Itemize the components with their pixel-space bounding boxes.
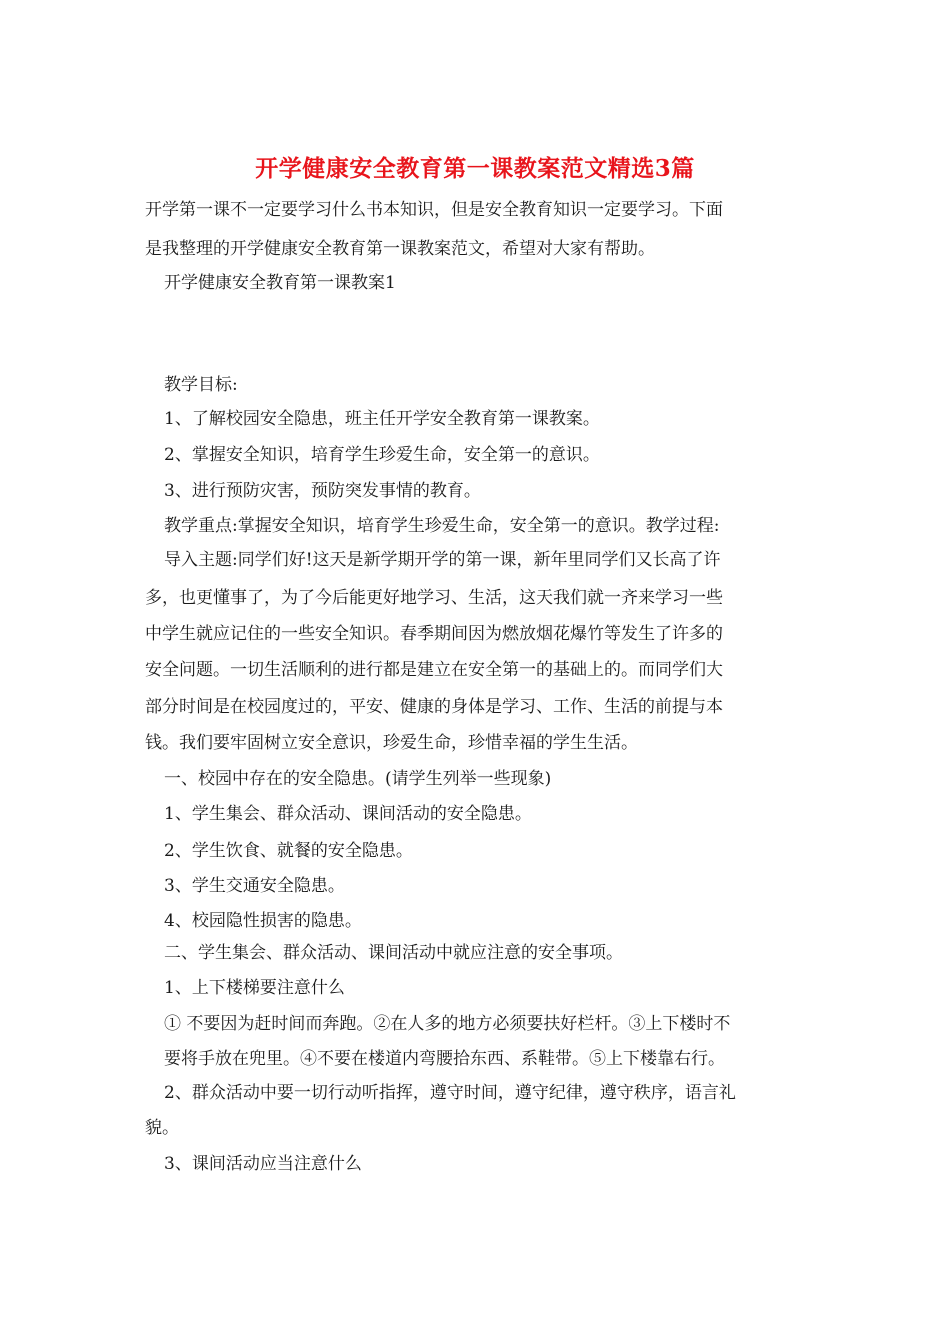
list-item: 2、群众活动中要一切行动听指挥，遵守时间，遵守纪律，遵守秩序，语言礼 — [164, 1083, 736, 1103]
paragraph-line: ① 不要因为赶时间而奔跑。②在人多的地方必须要扶好栏杆。③上下楼时不 — [164, 1014, 731, 1034]
paragraph-line: 中学生就应记住的一些安全知识。春季期间因为燃放烟花爆竹等发生了许多的 — [145, 624, 723, 644]
paragraph-line: 多，也更懂事了，为了今后能更好地学习、生活，这天我们就一齐来学习一些 — [145, 588, 723, 608]
list-item: 1、学生集会、群众活动、课间活动的安全隐患。 — [164, 804, 532, 824]
list-item: 4、校园隐性损害的隐患。 — [164, 911, 362, 931]
paragraph-line: 开学第一课不一定要学习什么书本知识，但是安全教育知识一定要学习。下面 — [145, 200, 723, 220]
list-item: 1、上下楼梯要注意什么 — [164, 978, 345, 998]
paragraph-line: 一、校园中存在的安全隐患。(请学生列举一些现象) — [164, 769, 552, 789]
list-item: 3、学生交通安全隐患。 — [164, 876, 345, 896]
section-heading: 开学健康安全教育第一课教案1 — [164, 273, 396, 293]
list-item: 3、课间活动应当注意什么 — [164, 1154, 362, 1174]
list-item: 2、掌握安全知识，培育学生珍爱生命，安全第一的意识。 — [164, 445, 600, 465]
paragraph-line: 安全问题。一切生活顺利的进行都是建立在安全第一的基础上的。而同学们大 — [145, 660, 723, 680]
paragraph-line: 导入主题:同学们好!这天是新学期开学的第一课，新年里同学们又长高了许 — [164, 550, 721, 570]
paragraph-line: 教学重点:掌握安全知识，培育学生珍爱生命，安全第一的意识。教学过程: — [164, 516, 720, 536]
list-item: 2、学生饮食、就餐的安全隐患。 — [164, 841, 413, 861]
paragraph-line: 貌。 — [145, 1118, 179, 1138]
paragraph-line: 教学目标: — [164, 375, 238, 395]
paragraph-line: 是我整理的开学健康安全教育第一课教案范文，希望对大家有帮助。 — [145, 239, 655, 259]
paragraph-line: 二、学生集会、群众活动、课间活动中就应注意的安全事项。 — [164, 943, 623, 963]
paragraph-line: 部分时间是在校园度过的，平安、健康的身体是学习、工作、生活的前提与本 — [145, 697, 723, 717]
paragraph-line: 钱。我们要牢固树立安全意识，珍爱生命，珍惜幸福的学生生活。 — [145, 733, 638, 753]
document-title: 开学健康安全教育第一课教案范文精选3篇 — [255, 155, 695, 182]
list-item: 3、进行预防灾害，预防突发事情的教育。 — [164, 481, 481, 501]
paragraph-line: 要将手放在兜里。④不要在楼道内弯腰拾东西、系鞋带。⑤上下楼靠右行。 — [164, 1049, 725, 1069]
list-item: 1、了解校园安全隐患，班主任开学安全教育第一课教案。 — [164, 409, 600, 429]
